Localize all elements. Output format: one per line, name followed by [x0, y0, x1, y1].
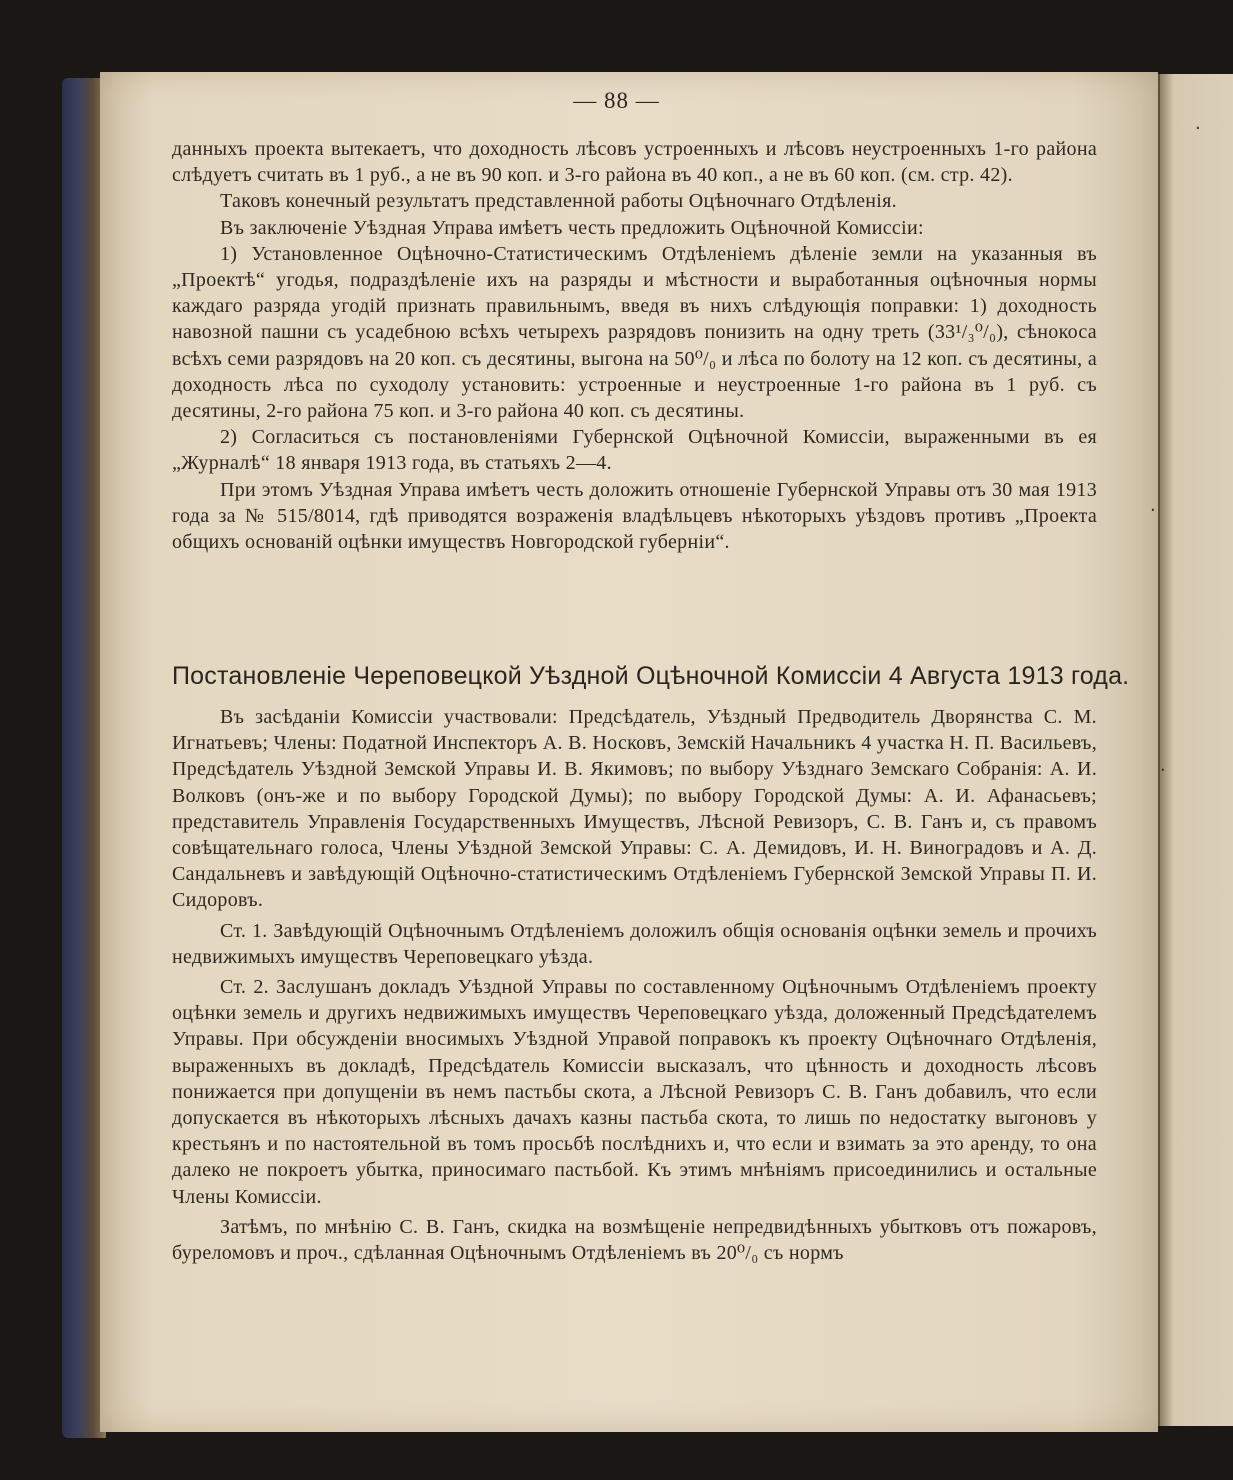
paragraph: Въ заключеніе Уѣздная Управа имѣетъ честь предложить Оцѣночной Комиссіи: — [220, 216, 924, 239]
paragraph: Въ засѣданіи Комиссіи участвовали: Предсѣдатель, Уѣздный Предводитель Дворянства С. М. Игнатьевъ; Члены: Податной Инспекторъ А. В. Носковъ, Земскій Начальникъ 4 участка Н. П. Васильевъ, Предсѣдатель Уѣздной Земской Управы И. В. Якимовъ; по выбору Уѣзднаго Земскаго Собранія: А. И. Волковъ (онъ-же и по выбору Городской Думы); по выбору Городской Думы: А. И. Афанасьевъ; представитель Управленія Государственныхъ Имуществъ, Лѣсной Ревизоръ, С. В. Ганъ и, съ правомъ совѣщательнаго голоса, Члены Уѣздной Земской Управы: С. А. Демидовъ, И. Н. Виноградовъ и А. Д. Сандальневъ и завѣдующій Оцѣночно-статистическимъ Отдѣленіемъ Губернской Земской Управы П. И. Сидоровъ. — [172, 706, 1097, 912]
paragraph: 1) Установленное Оцѣночно-Статистическимъ Отдѣленіемъ дѣленіе земли на указанныя въ „Проектѣ“ угодья, подраздѣленіе ихъ на разряды и мѣстности и выработанныя оцѣночныя нормы каждаго разряда угодій признать правильнымъ, введя въ нихъ слѣдующія поправки: 1) доходность навозной пашни съ усадебною всѣхъ четырехъ разрядовъ понизить на одну треть (33¹/₃⁰/₀), сѣнокоса всѣхъ семи разрядовъ на 20 коп. съ десятины, выгона на 50⁰/₀ и лѣса по болоту на 12 коп. съ десятины, а доходность лѣса по суходолу установить: устроенные и неустроенные 1-го района въ 1 руб. съ десятины, 2-го района 75 коп. и 3-го района 40 коп. съ десятины. — [172, 242, 1097, 423]
paragraph: 2) Согласиться съ постановленіями Губернской Оцѣночной Комиссіи, выраженными въ ея „Журналѣ“ 18 января 1913 года, въ статьяхъ 2—4. — [172, 426, 1097, 475]
margin-mark: · — [1150, 500, 1156, 521]
paragraph: Ст. 1. Завѣдующій Оцѣночнымъ Отдѣленіемъ доложилъ общія основанія оцѣнки земель и прочихъ недвижимыхъ имуществъ Череповецкаго уѣзда. — [172, 919, 1097, 968]
paragraph: Затѣмъ, по мнѣнію С. В. Ганъ, скидка на возмѣщеніе непредвидѣнныхъ убытковъ отъ пожаровъ, буреломовъ и проч., сдѣланная Оцѣночнымъ Отдѣленіемъ въ 20⁰/₀ съ нормъ — [172, 1215, 1097, 1265]
section-heading: Постановленіе Череповецкой Уѣздной Оцѣночной Комиссіи 4 Августа 1913 года. — [172, 662, 1130, 690]
intro-text-block — [172, 136, 1097, 555]
paragraph: данныхъ проекта вытекаетъ, что доходность лѣсовъ устроенныхъ и лѣсовъ неустроенныхъ 1-го района слѣдуетъ считать въ 1 руб., а не въ 90 коп. и 3-го района въ 40 коп., а не въ 60 коп. (см. стр. 42). — [172, 138, 1097, 187]
paragraph: Ст. 2. Заслушанъ докладъ Уѣздной Управы по составленному Оцѣночнымъ Отдѣленіемъ проекту оцѣнки земель и другихъ недвижимыхъ имуществъ Череповецкаго уѣзда, доложенный Предсѣдателемъ Управы. При обсужденіи вносимыхъ Уѣздной Управой поправокъ къ проекту Оцѣночнаго Отдѣленія, выраженныхъ въ докладѣ, Предсѣдатель Комиссіи высказалъ, что цѣнность и доходность лѣсовъ понижается при допущеніи въ немъ пастьбы скота, а Лѣсной Ревизоръ С. В. Ганъ добавилъ, что если допускается въ нѣкоторыхъ лѣсныхъ дачахъ казны пастьба скота, то лишь по недостатку выгоновъ у крестьянъ и по настоятельной въ томъ просьбѣ послѣднихъ и, что если и взимать за это аренду, то она далеко не покроетъ убытка, приносимаго пастьбой. Къ этимъ мнѣніямъ присоединились и остальные Члены Комиссіи. — [172, 976, 1097, 1208]
facing-page-edge — [1158, 74, 1233, 1426]
page-number: — 88 — — [573, 88, 660, 113]
margin-mark: · — [1160, 760, 1166, 781]
paragraph: Таковъ конечный результатъ представленной работы Оцѣночнаго Отдѣленія. — [220, 190, 897, 213]
margin-mark: · — [1195, 118, 1201, 139]
resolution-text-block — [172, 704, 1097, 1266]
paragraph: При этомъ Уѣздная Управа имѣетъ честь доложить отношеніе Губернской Управы отъ 30 мая 1913 года за № 515/8014, гдѣ приводятся возраженія владѣльцевъ нѣкоторыхъ уѣздовъ противъ „Проекта общихъ основаній оцѣнки имуществъ Новгородской губерніи“. — [172, 478, 1097, 554]
